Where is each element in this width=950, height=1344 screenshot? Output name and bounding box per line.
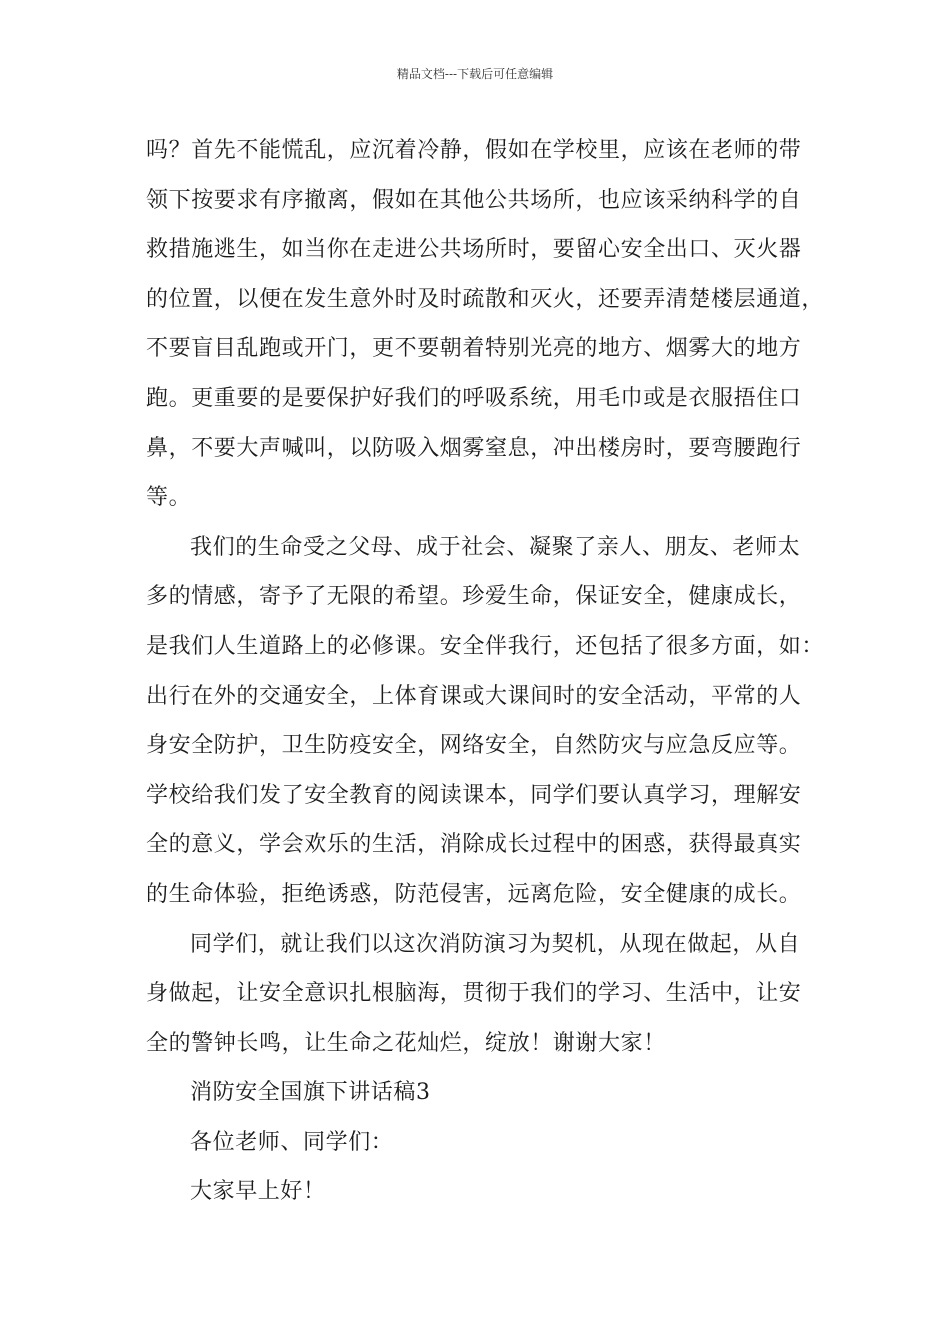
body-line: 学校给我们发了安全教育的阅读课本，同学们要认真学习，理解安	[146, 782, 802, 808]
body-line: 是我们人生道路上的必修课。安全伴我行，还包括了很多方面，如：	[146, 633, 825, 659]
section-title: 消防安全国旗下讲话稿3	[190, 1080, 431, 1106]
body-line: 身安全防护，卫生防疫安全，网络安全，自然防灾与应急反应等。	[146, 733, 802, 759]
body-line: 领下按要求有序撤离，假如在其他公共场所，也应该采纳科学的自	[146, 187, 802, 213]
body-line: 救措施逃生，如当你在走进公共场所时，要留心安全出口、灭火器	[146, 237, 802, 263]
body-line: 出行在外的交通安全，上体育课或大课间时的安全活动，平常的人	[146, 683, 802, 709]
body-line: 跑。更重要的是要保护好我们的呼吸系统，用毛巾或是衣服捂住口	[146, 385, 802, 411]
body-line: 身做起，让安全意识扎根脑海，贯彻于我们的学习、生活中，让安	[146, 981, 802, 1007]
body-line: 多的情感，寄予了无限的希望。珍爱生命，保证安全，健康成长，	[146, 584, 802, 610]
body-line: 的生命体验，拒绝诱惑，防范侵害，远离危险，安全健康的成长。	[146, 881, 802, 907]
document-body	[146, 126, 826, 1217]
body-line: 等。	[146, 485, 192, 511]
paragraph-start-line: 我们的生命受之父母、成于社会、凝聚了亲人、朋友、老师太	[190, 534, 801, 560]
body-line: 的位置，以便在发生意外时及时疏散和灭火，还要弄清楚楼层通道，	[146, 286, 825, 312]
body-line: 吗？首先不能慌乱，应沉着冷静，假如在学校里，应该在老师的带	[146, 138, 802, 163]
greeting: 大家早上好！	[190, 1179, 326, 1205]
salutation: 各位老师、同学们：	[190, 1129, 394, 1155]
paragraph-start-line: 同学们，就让我们以这次消防演习为契机，从现在做起，从自	[190, 931, 801, 957]
page-header: 精品文档---下载后可任意编辑	[396, 67, 554, 81]
body-line: 鼻，不要大声喊叫，以防吸入烟雾窒息，冲出楼房时，要弯腰跑行	[146, 435, 802, 461]
body-line: 全的意义，学会欢乐的生活，消除成长过程中的困惑，获得最真实	[146, 832, 802, 858]
body-line: 全的警钟长鸣，让生命之花灿烂，绽放！谢谢大家！	[146, 1030, 666, 1056]
body-line: 不要盲目乱跑或开门，更不要朝着特别光亮的地方、烟雾大的地方	[146, 336, 802, 362]
